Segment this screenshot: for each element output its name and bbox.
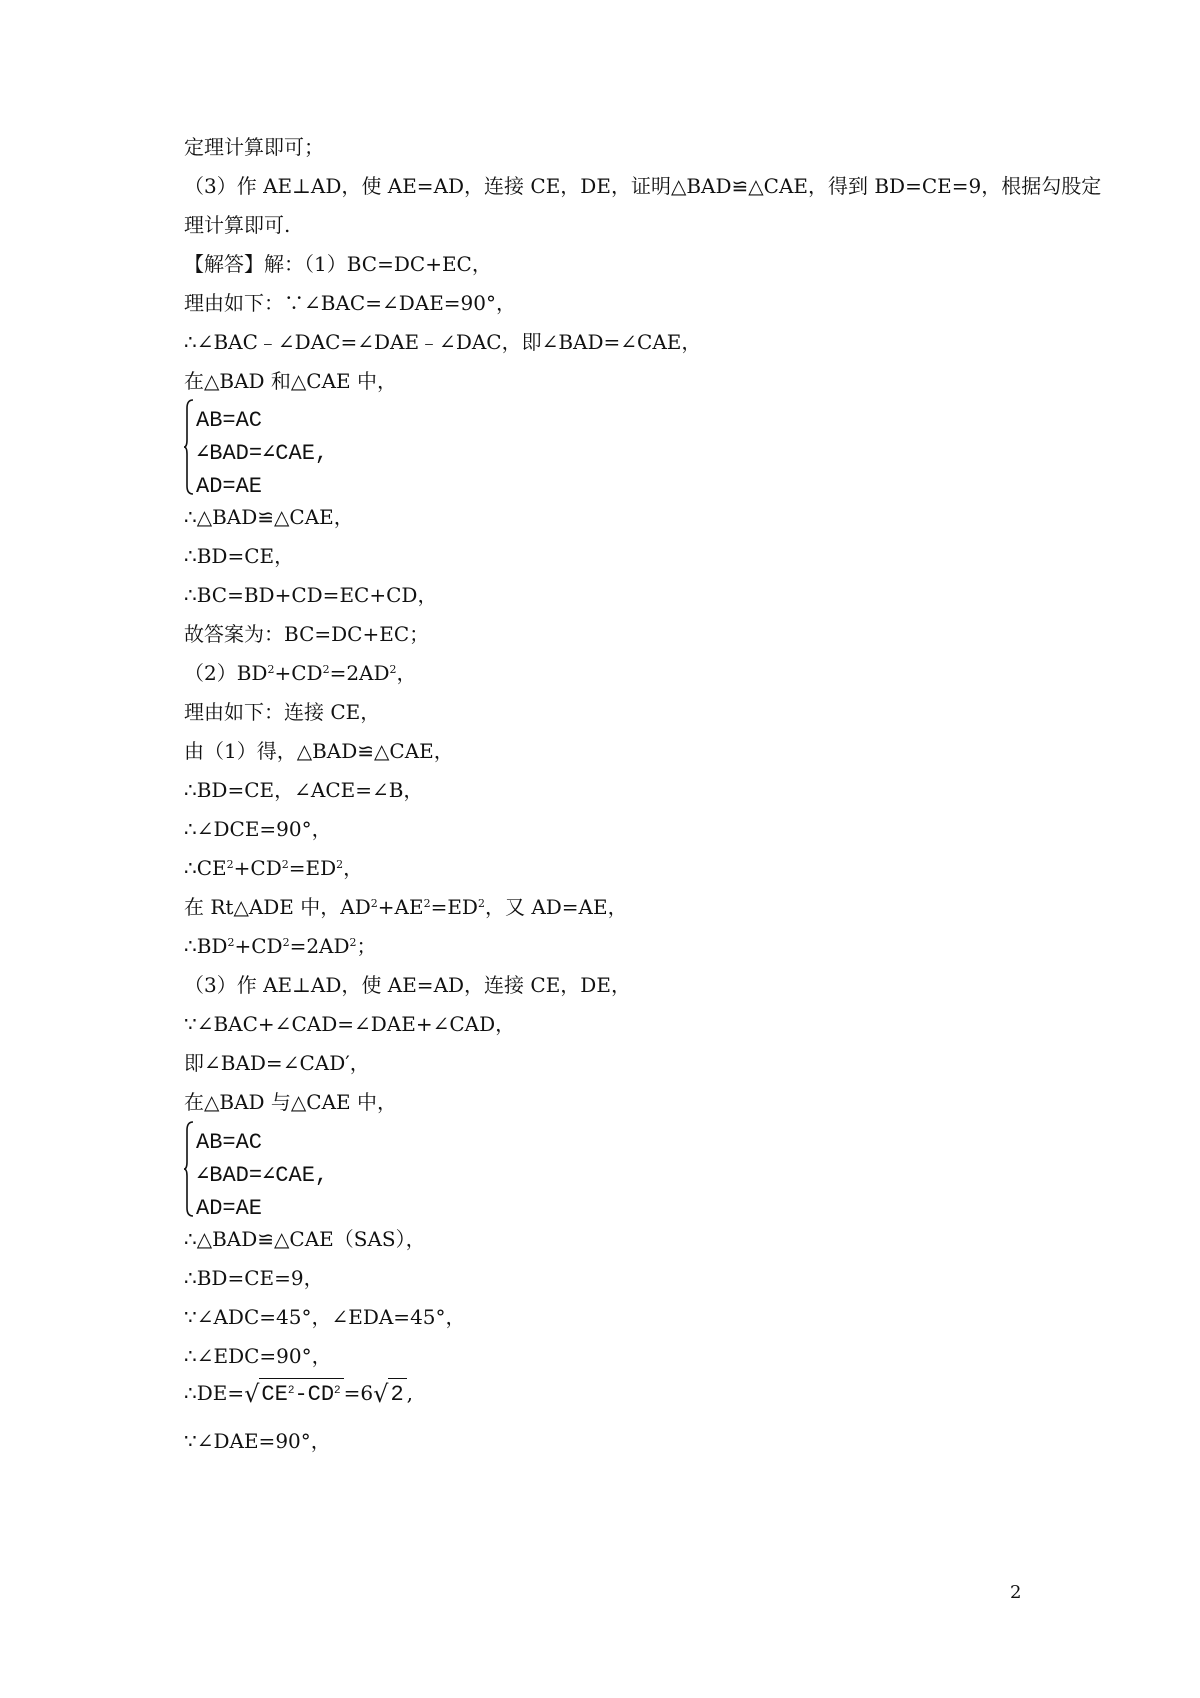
text-line-13: 由（1）得，△BAD≌△CAE， [184,739,454,763]
text-line-10: ∴BC=BD+CD=EC+CD， [184,583,438,607]
text-line-rt: 在 Rt△ADE 中，$AD^2+AE^2=ED^2$，又 AD=AE， [184,895,628,919]
system2-row-3: AD=AE [196,1196,263,1221]
text-line-15: ∴∠DCE=90°， [184,817,332,841]
text-line-9: ∴BD=CE， [184,544,295,568]
sqrt-expression: $√CE^2-CD^2$ [244,1378,344,1409]
answer-heading: 【解答】解：（1）BC=DC+EC， [184,252,492,276]
system2-row-1: AB=AC [196,1130,263,1155]
text-line-18: 即∠BAD=∠CAD′， [184,1051,370,1075]
text-line-eq2: $(2)BD^2+CD^2=2AD^2$， [184,661,417,685]
text-line-7: 在△BAD 和△CAE 中， [184,369,397,393]
text-line-2: （3）作 AE⊥AD，使 AE=AD，连接 CE，DE，证明△BAD≌△CAE，得到 BD=CE=9，根据勾股定 [184,174,1102,198]
text-line-14: ∴BD=CE，∠ACE=∠B， [184,778,424,802]
system2-row-2: ∠BAD=∠CAE, [196,1163,329,1188]
page-number: 2 [1010,1582,1022,1603]
text-line-3: 理计算即可. [184,213,291,237]
text-line-20: ∴△BAD≌△CAE（SAS）， [184,1227,426,1251]
sqrt-two: √2 [373,1378,407,1409]
text-line-16: （3）作 AE⊥AD，使 AE=AD，连接 CE，DE， [184,973,631,997]
system1-row-2: ∠BAD=∠CAE, [196,441,329,466]
text-line-17: ∵∠BAC+∠CAD=∠DAE+∠CAD， [184,1012,516,1036]
system1-row-1: AB=AC [196,408,263,433]
text-line-1: 定理计算即可； [184,135,324,159]
brace-icon [184,398,194,496]
text-line-ce: $\therefore CE^2+CD^2=ED^2$， [184,856,364,880]
radical-icon: √ [373,1380,389,1408]
text-line-23: ∴∠EDC=90°， [184,1344,332,1368]
text-line-12: 理由如下：连接 CE， [184,700,381,724]
text-line-24: ∵∠DAE=90°， [184,1429,331,1453]
text-line-22: ∵∠ADC=45°，∠EDA=45°， [184,1305,466,1329]
brace-icon [184,1120,194,1218]
text-line-21: ∴BD=CE=9， [184,1266,324,1290]
system1-row-3: AD=AE [196,474,263,499]
text-line-8: ∴△BAD≌△CAE， [184,505,354,529]
text-line-5: 理由如下：∵∠BAC=∠DAE=90°， [184,291,517,315]
radical-icon: √ [244,1380,260,1408]
text-line-11: 故答案为：BC=DC+EC； [184,622,430,646]
text-line-bd: $\therefore BD^2+CD^2=2AD^2$； [184,934,377,958]
text-line-de: $\therefore DE=√CE^2-CD^2 =6√2$ , [184,1380,413,1408]
text-line-6: ∴∠BAC﹣∠DAC=∠DAE﹣∠DAC，即∠BAD=∠CAE， [184,330,702,354]
text-line-19: 在△BAD 与△CAE 中， [184,1090,397,1114]
